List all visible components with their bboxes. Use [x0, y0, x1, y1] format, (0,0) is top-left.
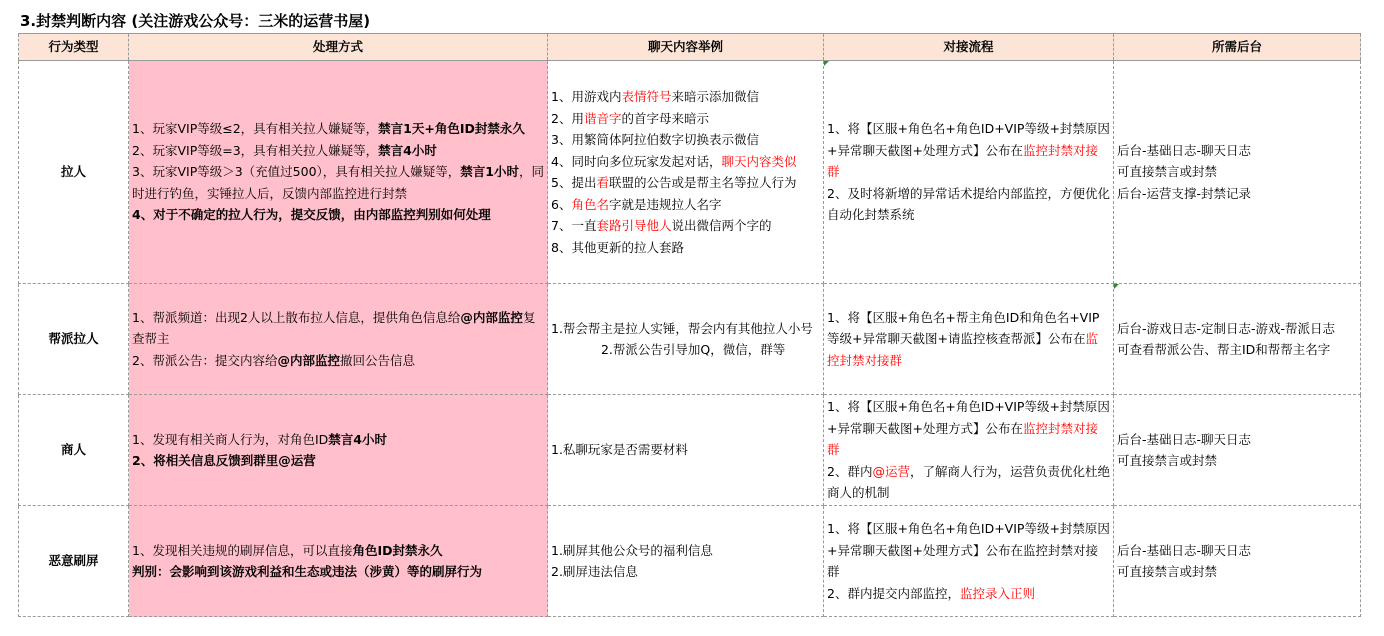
handling-cell [129, 395, 548, 506]
table-row [19, 284, 1361, 395]
handling-line-2: 2、将相关信息反馈到群里@运营 [132, 453, 316, 468]
backend-line-2: 可直接禁言或封禁 [1117, 453, 1218, 468]
handling-line-1: 1、发现相关违规的刷屏信息，可以直接角色ID封禁永久 [132, 542, 443, 558]
chat-line-3: 3、用繁简体阿拉伯数字切换表示微信 [551, 132, 759, 147]
backend-cell [1114, 506, 1361, 617]
table-row [19, 506, 1361, 617]
flow-line-1: 1、将【区服+角色名+角色ID+VIP等级+封禁原因+异常聊天截图+处理方式】公布在监控封禁对接群 [827, 399, 1110, 458]
backend-line-1: 后台-基础日志-聊天日志 [1117, 142, 1252, 158]
table-row [19, 61, 1361, 284]
ban-judgement-table [18, 33, 1361, 617]
handling-line-3: 3、玩家VIP等级＞3（充值过500），具有相关拉人嫌疑等，禁言1小时，同时进行钓鱼，实锤拉人后，反馈内部监控进行封禁 [132, 164, 545, 201]
chat-example-cell [548, 395, 824, 506]
backend-line-1: 后台-游戏日志-定制日志-游戏-帮派日志 [1117, 320, 1336, 336]
table-row [19, 395, 1361, 506]
chat-example-cell [548, 61, 824, 284]
handling-cell [129, 61, 548, 284]
backend-line-1: 后台-基础日志-聊天日志 [1117, 542, 1252, 558]
chat-line-1: 1.私聊玩家是否需要材料 [551, 442, 688, 458]
flow-line-2: 2、及时将新增的异常话术提给内部监控，方便优化自动化封禁系统 [827, 185, 1110, 223]
handling-line-1: 1、玩家VIP等级≤2，具有相关拉人嫌疑等，禁言1天+角色ID封禁永久 [132, 121, 525, 137]
handling-line-2: 2、玩家VIP等级=3，具有相关拉人嫌疑等，禁言4小时 [132, 142, 437, 158]
chat-line-2: 2.帮派公告引导加Q，微信，群等 [600, 342, 786, 357]
header-handling: 处理方式 [129, 34, 548, 61]
handling-line-4: 4、对于不确定的拉人行为，提交反馈，由内部监控判别如何处理 [132, 207, 491, 223]
backend-cell [1114, 61, 1361, 284]
backend-line-2: 可查看帮派公告、帮主ID和帮帮主名字 [1117, 342, 1331, 357]
handling-line-1: 1、帮派频道：出现2人以上散布拉人信息，提供角色信息给@内部监控复查帮主 [132, 309, 536, 347]
backend-line-2: 可直接禁言或封禁 [1117, 564, 1218, 579]
flow-line-2: 2、群内@运营，了解商人行为，运营负责优化杜绝商人的机制 [827, 463, 1110, 501]
table-header-row [19, 34, 1361, 61]
header-flow: 对接流程 [824, 34, 1114, 61]
backend-line-3: 后台-运营支撑-封禁记录 [1117, 185, 1252, 201]
handling-line-1: 1、发现有相关商人行为，对角色ID禁言4小时 [132, 431, 387, 447]
flow-cell [824, 395, 1114, 506]
flow-cell [824, 284, 1114, 395]
handling-cell [129, 284, 548, 395]
flow-cell [824, 61, 1114, 284]
backend-cell [1114, 284, 1361, 395]
chat-line-2: 2.刷屏违法信息 [551, 564, 638, 579]
handling-cell [129, 506, 548, 617]
comment-marker-icon [824, 61, 829, 66]
header-behavior-type: 行为类型 [19, 34, 129, 61]
flow-line-1: 1、将【区服+角色名+帮主角色ID和角色名+VIP等级+异常聊天截图+请监控核查帮派】公布在监控封禁对接群 [827, 309, 1100, 368]
chat-line-4: 4、同时向多位玩家发起对话，聊天内容类似 [551, 153, 797, 169]
chat-line-1: 1.帮会帮主是拉人实锤，帮会内有其他拉人小号 [551, 320, 813, 336]
flow-cell [824, 506, 1114, 617]
chat-example-cell [548, 506, 824, 617]
page-title: 3.封禁判断内容 (关注游戏公众号：三米的运营书屋) [20, 12, 371, 30]
behavior-type-cell: 帮派拉人 [19, 284, 129, 395]
header-chat-example: 聊天内容举例 [548, 34, 824, 61]
header-backend: 所需后台 [1114, 34, 1361, 61]
chat-example-cell [548, 284, 824, 395]
flow-line-1: 1、将【区服+角色名+角色ID+VIP等级+封禁原因+异常聊天截图+处理方式】公布在监控封禁对接群 [827, 521, 1110, 579]
chat-line-1: 1、用游戏内表情符号来暗示添加微信 [551, 89, 759, 104]
chat-line-6: 6、角色名字就是违规拉人名字 [551, 196, 722, 212]
chat-line-5: 5、提出看联盟的公告或是帮主名等拉人行为 [551, 175, 797, 190]
chat-line-1: 1.刷屏其他公众号的福利信息 [551, 542, 713, 558]
backend-cell [1114, 395, 1361, 506]
chat-line-8: 8、其他更新的拉人套路 [551, 239, 684, 255]
backend-line-2: 可直接禁言或封禁 [1117, 164, 1218, 180]
behavior-type-cell: 商人 [19, 395, 129, 506]
behavior-type-cell: 恶意刷屏 [19, 506, 129, 617]
flow-line-1: 1、将【区服+角色名+角色ID+VIP等级+封禁原因+异常聊天截图+处理方式】公布在监控封禁对接群 [827, 121, 1110, 180]
behavior-type-cell: 拉人 [19, 61, 129, 284]
chat-line-7: 7、一直套路引导他人说出微信两个字的 [551, 218, 772, 233]
chat-line-2: 2、用谐音字的首字母来暗示 [551, 110, 709, 126]
comment-marker-icon [1114, 284, 1119, 289]
backend-line-1: 后台-基础日志-聊天日志 [1117, 431, 1252, 447]
handling-line-2: 判别：会影响到该游戏利益和生态或违法（涉黄）等的刷屏行为 [132, 564, 483, 579]
flow-line-2: 2、群内提交内部监控，监控录入正则 [827, 585, 1035, 601]
handling-line-2: 2、帮派公告：提交内容给@内部监控撤回公告信息 [132, 352, 415, 368]
